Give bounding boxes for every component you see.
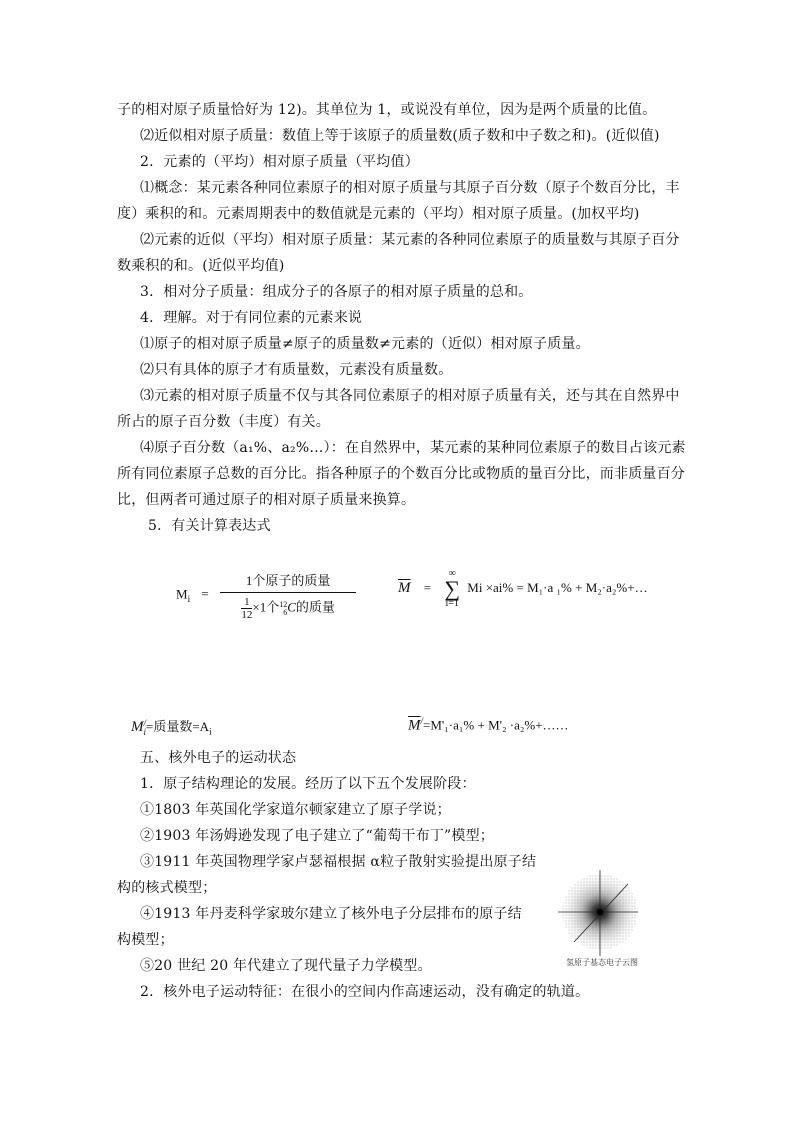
list-item-continuation: 构的核式模型； (117, 880, 217, 896)
paragraph-line: ⑵只有具体的原子才有质量数，元素没有质量数。 (140, 362, 453, 378)
formula-numerator: 1个原子的质量 (220, 570, 357, 593)
paragraph-line: ⑴概念：某元素各种同位素原子的相对原子质量与其原子百分数（原子个数百分比，丰 (140, 180, 680, 196)
list-item: ④1913 年丹麦科学家玻尔建立了核外电子分层排布的原子结 (140, 906, 522, 922)
section-heading: 五、核外电子的运动状态 (140, 750, 297, 766)
formula-small-fraction: $\frac{1}{12}$ (241, 596, 253, 621)
paragraph-heading: 2．核外电子运动特征：在很小的空间内作高速运动，没有确定的轨道。 (140, 984, 590, 1000)
list-item: ③1911 年英国物理学家卢瑟福根据 α粒子散射实验提出原子结 (140, 854, 537, 870)
formula-denominator: $\frac{1}{12}\times 1$个 12 6 C的质量 (241, 596, 335, 621)
summation-sign: ∞ ∑ i=1 (444, 568, 461, 609)
paragraph-line: ⑷原子百分数（a₁%、a₂%…）：在自然界中，某元素的某种同位素原子的数目占该元素 (140, 440, 686, 456)
paragraph-line: ⑶元素的相对原子质量不仅与其各同位素原子的相对原子质量有关，还与其在自然界中 (140, 388, 680, 404)
paragraph-line: 所占的原子百分数（丰度）有关。 (117, 414, 330, 430)
paragraph-line: 数乘积的和。(近似平均值) (117, 258, 285, 274)
paragraph-heading: 3．相对分子质量：组成分子的各原子的相对原子质量的总和。 (140, 284, 533, 300)
paragraph-line: ⑵近似相对原子质量：数值上等于该原子的质量数(质子数和中子数之和)。(近似值) (140, 128, 660, 144)
formula-equals: = (201, 586, 209, 602)
paragraph-line: ⑵元素的近似（平均）相对原子质量：某元素的各种同位素原子的质量数与其原子百分 (140, 232, 680, 248)
formula-subscript: i (187, 594, 191, 605)
paragraph-heading: 1．原子结构理论的发展。经历了以下五个发展阶段： (140, 776, 476, 792)
formula-expression: =M'₁·a₁% + M'₂ ·a₂%+…… (423, 717, 569, 733)
paragraph-line: ⑴原子的相对原子质量≠原子的质量数≠元素的（近似）相对原子质量。 (140, 336, 590, 352)
formula-fraction (220, 570, 357, 621)
formula-average-atomic-mass: $\overline{M}$ = ∞ ∑ i=1 Mi ×ai% = M₁·a ₁% + M₂·a₂%+… (398, 568, 648, 609)
formula-symbol: $\overline{M}$ (398, 579, 411, 596)
list-item: ⑤20 世纪 20 年代建立了现代量子力学模型。 (140, 958, 432, 974)
paragraph-line: 比，但两者可通过原子的相对原子质量来换算。 (117, 492, 416, 508)
list-item: ①1803 年英国化学家道尔顿家建立了原子学说； (140, 802, 451, 818)
formula-relative-atomic-mass (176, 570, 356, 621)
paragraph-heading: 5．有关计算表达式 (148, 518, 271, 534)
formula-isotope-notation: 12 6 (279, 599, 288, 617)
paragraph-line: 所有同位素原子总数的百分比。指各种原子的个数百分比或物质的量百分比，而非质量百分 (117, 466, 685, 482)
formula-expression: Mi ×ai% = M₁·a ₁% + M₂·a₂%+… (467, 579, 648, 595)
formula-approx-atomic-mass: M / i =质量数$=A_i$ (131, 718, 212, 738)
formula-symbol: M (131, 719, 144, 735)
paragraph-heading: 4．理解。对于有同位素的元素来说 (140, 310, 363, 326)
formula-approx-average-mass: $\overline{M}^/=M'_1\cdot a_1\% + M'_2$ ·a₂%+…… (408, 716, 569, 734)
electron-cloud-figure (556, 862, 664, 970)
paragraph-line: 子的相对原子质量恰好为 12)。其单位为 1，或说没有单位，因为是两个质量的比值。 (117, 102, 657, 118)
formula-symbol: $\overline{M}$ (408, 717, 421, 734)
nucleus (597, 909, 603, 915)
paragraph-line: 度）乘积的和。元素周期表中的数值就是元素的（平均）相对原子质量。(加权平均) (117, 206, 640, 222)
formula-symbol: M (176, 586, 188, 602)
list-item-continuation: 构模型； (117, 932, 174, 948)
paragraph-heading: 2．元素的（平均）相对原子质量（平均值） (140, 154, 419, 170)
figure-caption: 氢原子基态电子云图 (566, 958, 638, 967)
list-item: ②1903 年汤姆逊发现了电子建立了“葡萄干布丁”模型； (140, 828, 494, 844)
